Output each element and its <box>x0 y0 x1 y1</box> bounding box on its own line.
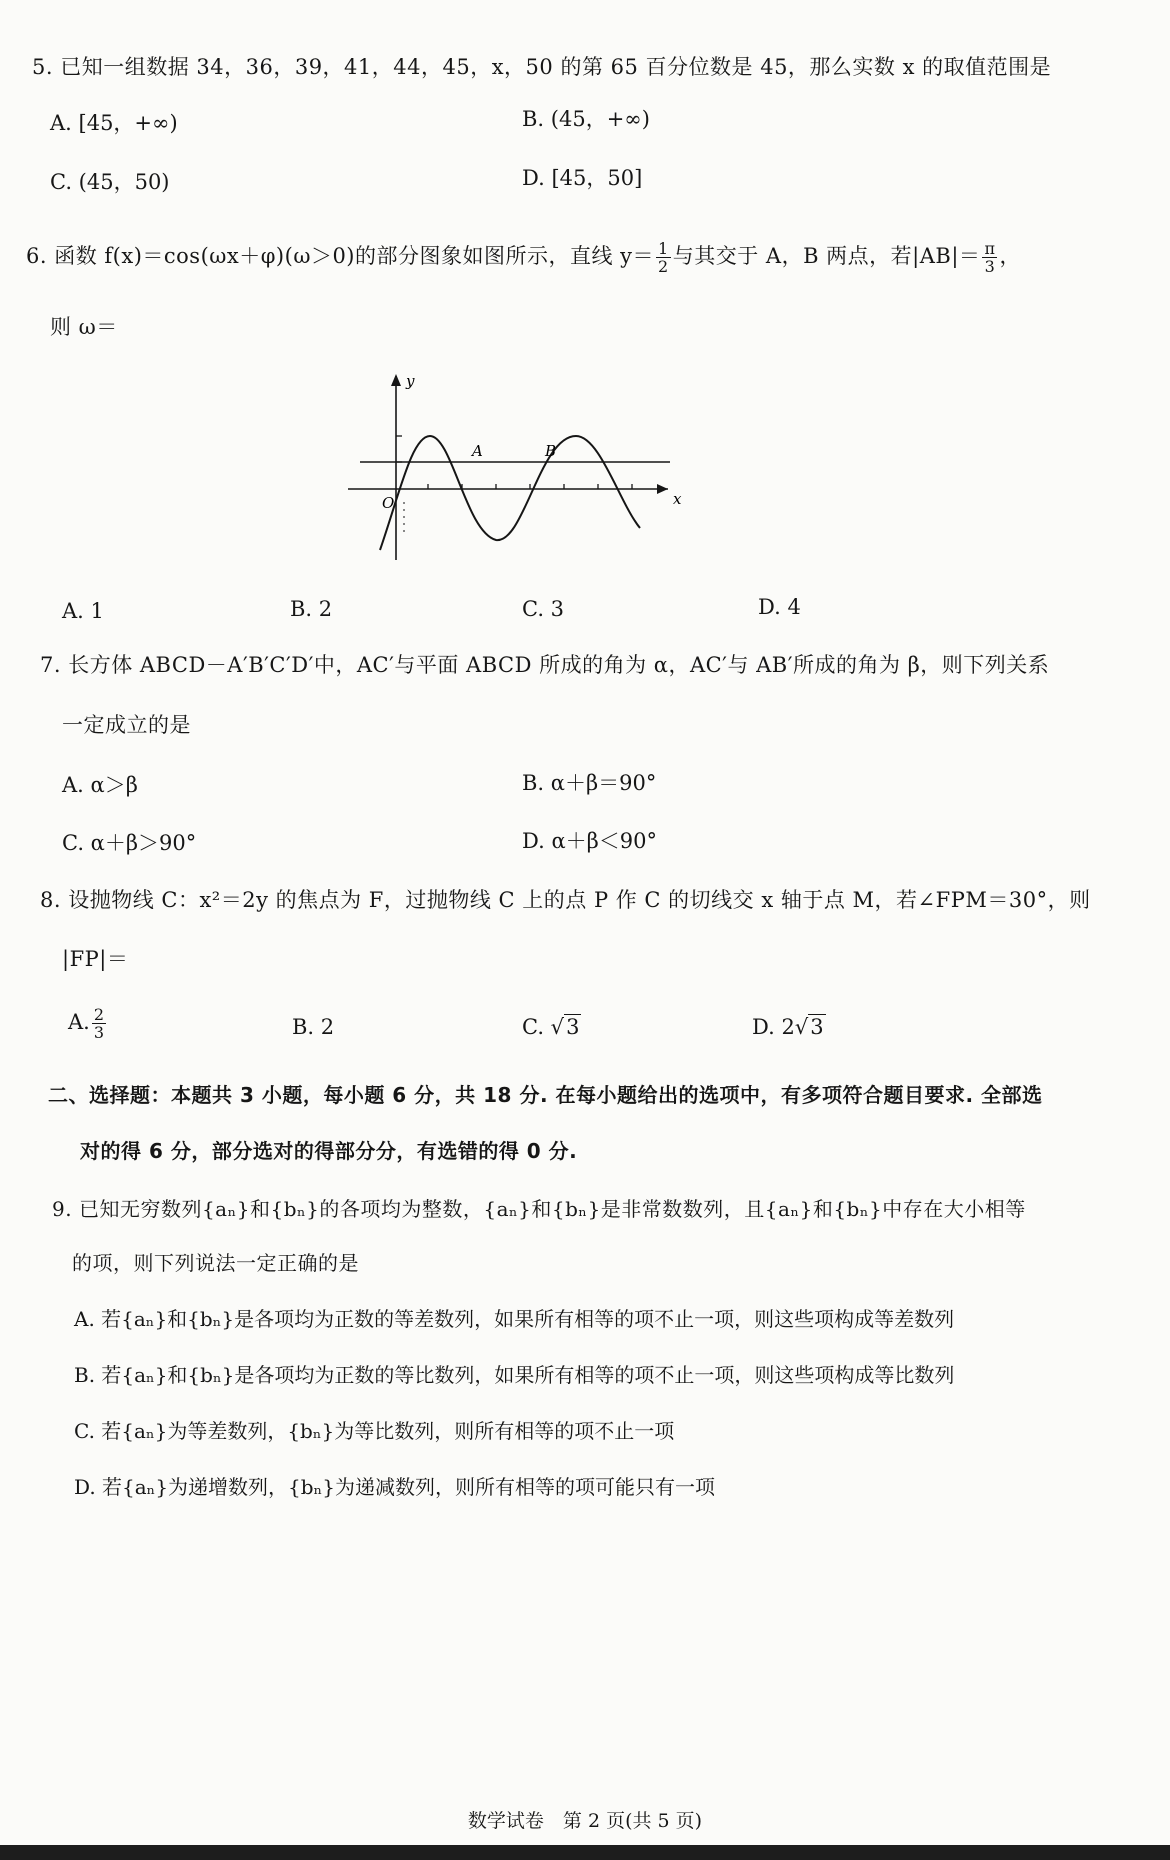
q8-option-a-denominator: 3 <box>93 1023 105 1042</box>
q8-option-a-numerator: 2 <box>93 1005 105 1024</box>
q8-option-d: D. 2√3 <box>752 1015 824 1039</box>
q6-stem <box>26 240 1021 275</box>
q6-stem-part2: 与其交于 A，B 两点，若|AB|＝ <box>672 244 981 268</box>
q7-option-d: D. α＋β＜90° <box>522 829 657 853</box>
q9-option-d: D. 若{aₙ}为递增数列，{bₙ}为递减数列，则所有相等的项可能只有一项 <box>74 1475 715 1499</box>
q6-stem-part3: ， <box>999 244 1021 268</box>
q8-option-c-radicand: 3 <box>566 1015 580 1039</box>
q9-option-b: B. 若{aₙ}和{bₙ}是各项均为正数的等比数列，如果所有相等的项不止一项，则这些项构成等比数列 <box>74 1363 955 1387</box>
graph-y-axis-arrow <box>391 374 401 386</box>
q6-stem-part1: 6. 函数 f(x)＝cos(ωx＋φ)(ω＞0)的部分图象如图所示，直线 y＝ <box>26 244 655 268</box>
q6-fraction-pi-third <box>982 240 997 275</box>
scan-bottom-edge <box>0 1845 1170 1860</box>
q8-option-c-label: C. <box>522 1015 544 1039</box>
q5-option-b: B. (45，+∞) <box>522 107 650 131</box>
q6-frac1-denominator: 2 <box>658 257 669 276</box>
q9-option-c: C. 若{aₙ}为等差数列，{bₙ}为等比数列，则所有相等的项不止一项 <box>74 1419 675 1443</box>
q5-option-c: C. (45，50) <box>50 170 170 194</box>
q8-option-a-label: A. <box>68 1010 90 1034</box>
q9-stem-line2: 的项，则下列说法一定正确的是 <box>72 1251 359 1275</box>
q8-option-b: B. 2 <box>292 1015 335 1039</box>
q9-stem-line1: 9. 已知无穷数列{aₙ}和{bₙ}的各项均为整数，{aₙ}和{bₙ}是非常数数列，且{aₙ}和{bₙ}中存在大小相等 <box>52 1197 1026 1221</box>
q6-option-d: D. 4 <box>758 595 801 619</box>
q5-option-d: D. [45，50] <box>522 166 643 190</box>
q7-option-c: C. α＋β＞90° <box>62 831 197 855</box>
q6-stem-line2: 则 ω＝ <box>50 315 118 339</box>
q7-stem-line1: 7. 长方体 ABCD－A′B′C′D′中，AC′与平面 ABCD 所成的角为 α，AC′与 AB′所成的角为 β，则下列关系 <box>40 653 1050 677</box>
graph-label-origin: O <box>382 494 395 512</box>
graph-x-axis-arrow <box>657 484 668 494</box>
graph-cosine-curve <box>380 436 640 550</box>
q6-option-c: C. 3 <box>522 597 565 621</box>
q7-stem-line2: 一定成立的是 <box>62 713 191 737</box>
graph-label-x: x <box>673 490 682 508</box>
page-footer: 数学试卷 第 2 页(共 5 页) <box>467 1810 703 1832</box>
q6-frac2-numerator: π <box>984 239 996 258</box>
graph-label-b: B <box>545 442 557 460</box>
q6-fraction-half <box>656 240 671 275</box>
q8-option-a <box>68 1006 108 1041</box>
q6-frac2-denominator: 3 <box>984 257 996 276</box>
graph-y-ticks <box>396 436 402 462</box>
q6-cosine-graph <box>382 372 700 582</box>
q8-option-c: C. √3 <box>522 1015 580 1039</box>
q8-stem-line1: 8. 设抛物线 C：x²＝2y 的焦点为 F，过抛物线 C 上的点 P 作 C 的切线交 x 轴于点 M，若∠FPM＝30°，则 <box>40 888 1091 912</box>
q7-option-a: A. α＞β <box>62 773 138 797</box>
graph-label-a: A <box>472 442 483 460</box>
q5-option-a: A. [45，+∞) <box>50 111 178 135</box>
q9-option-a: A. 若{aₙ}和{bₙ}是各项均为正数的等差数列，如果所有相等的项不止一项，则这些项构成等差数列 <box>74 1307 955 1331</box>
q8-option-d-label: D. 2 <box>752 1015 795 1039</box>
q6-option-a: A. 1 <box>62 599 104 623</box>
q5-stem: 5. 已知一组数据 34，36，39，41，44，45，x，50 的第 65 百分位数是 45，那么实数 x 的取值范围是 <box>32 55 1052 79</box>
q8-option-a-fraction <box>92 1006 106 1041</box>
q6-option-b: B. 2 <box>290 597 333 621</box>
q7-option-b: B. α＋β＝90° <box>522 771 657 795</box>
section2-heading-line2: 对的得 6 分，部分选对的得部分分，有选错的得 0 分. <box>80 1139 578 1163</box>
q8-option-d-radicand: 3 <box>810 1015 824 1039</box>
q6-frac1-numerator: 1 <box>658 239 669 258</box>
graph-label-y: y <box>406 372 415 390</box>
section2-heading-line1: 二、选择题：本题共 3 小题，每小题 6 分，共 18 分. 在每小题给出的选项中，有多项符合题目要求. 全部选 <box>48 1083 1043 1107</box>
q8-stem-line2: |FP|＝ <box>62 947 129 971</box>
